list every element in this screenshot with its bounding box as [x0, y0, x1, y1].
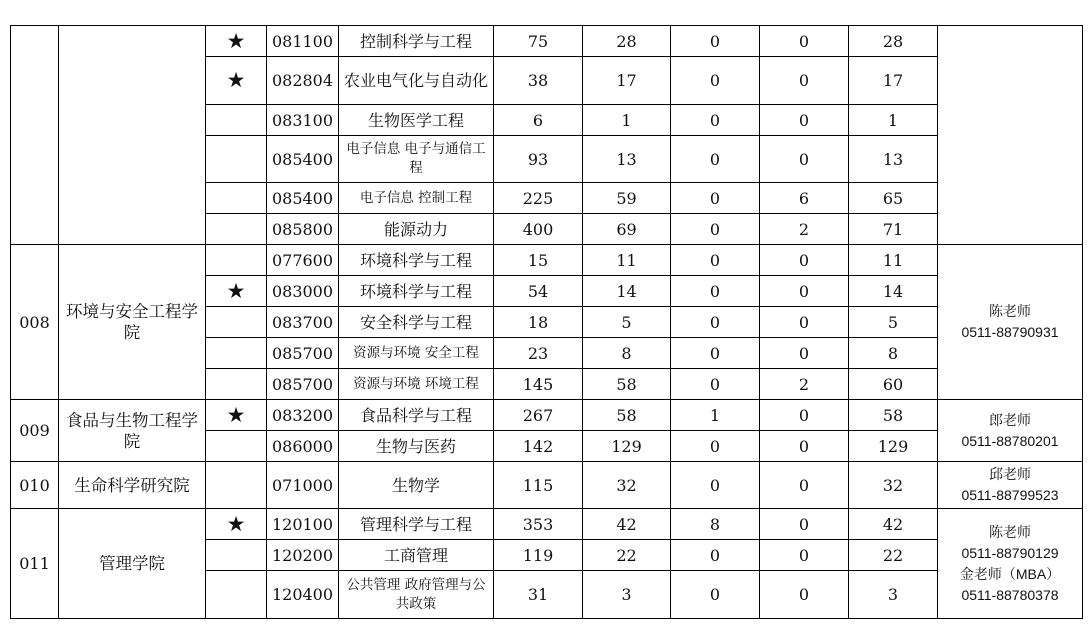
school-name: 环境与安全工程学院 — [59, 245, 206, 400]
value-cell: 22 — [583, 540, 671, 571]
value-cell: 119 — [494, 540, 583, 571]
value-cell: 3 — [849, 571, 938, 619]
major-name: 生物学 — [339, 462, 494, 509]
value-cell: 0 — [760, 431, 849, 462]
contact-name: 邱老师 — [989, 466, 1031, 482]
major-code: 077600 — [267, 245, 339, 276]
value-cell: 17 — [849, 57, 938, 105]
value-cell: 2 — [760, 369, 849, 400]
value-cell: 54 — [494, 276, 583, 307]
major-name: 生物与医药 — [339, 431, 494, 462]
table-row — [11, 400, 1083, 431]
table-row — [11, 509, 1083, 540]
major-code: 083100 — [267, 105, 339, 136]
school-no: 008 — [11, 245, 59, 400]
school-no: 009 — [11, 400, 59, 462]
value-cell: 8 — [671, 509, 760, 540]
value-cell: 42 — [583, 509, 671, 540]
value-cell: 58 — [583, 369, 671, 400]
major-name: 安全科学与工程 — [339, 307, 494, 338]
major-name: 管理科学与工程 — [339, 509, 494, 540]
major-code: 085800 — [267, 214, 339, 245]
value-cell: 31 — [494, 571, 583, 619]
value-cell: 8 — [583, 338, 671, 369]
value-cell: 0 — [760, 509, 849, 540]
value-cell: 15 — [494, 245, 583, 276]
value-cell: 11 — [849, 245, 938, 276]
value-cell: 0 — [671, 369, 760, 400]
star-icon — [206, 183, 267, 214]
value-cell: 69 — [583, 214, 671, 245]
value-cell: 0 — [671, 183, 760, 214]
major-name: 公共管理 政府管理与公共政策 — [339, 571, 494, 619]
value-cell: 0 — [760, 462, 849, 509]
value-cell: 129 — [849, 431, 938, 462]
star-icon: ★ — [206, 400, 267, 431]
star-icon — [206, 431, 267, 462]
value-cell: 0 — [760, 400, 849, 431]
star-icon — [206, 136, 267, 183]
value-cell: 0 — [760, 276, 849, 307]
star-icon — [206, 571, 267, 619]
value-cell: 32 — [849, 462, 938, 509]
star-icon: ★ — [206, 57, 267, 105]
table-row — [11, 26, 1083, 57]
major-code: 083700 — [267, 307, 339, 338]
table-row — [11, 462, 1083, 509]
value-cell: 5 — [849, 307, 938, 338]
contact-phone: 0511-88790931 — [961, 324, 1059, 340]
major-code: 085400 — [267, 136, 339, 183]
value-cell: 0 — [671, 57, 760, 105]
value-cell: 28 — [583, 26, 671, 57]
school-no-cell — [11, 26, 59, 245]
contact-phone: 0511-88799523 — [961, 487, 1059, 503]
major-name: 环境科学与工程 — [339, 245, 494, 276]
contact-name: 郎老师 — [989, 411, 1031, 428]
major-code: 083000 — [267, 276, 339, 307]
value-cell: 0 — [760, 105, 849, 136]
value-cell: 0 — [760, 338, 849, 369]
value-cell: 38 — [494, 57, 583, 105]
value-cell: 13 — [583, 136, 671, 183]
value-cell: 0 — [760, 57, 849, 105]
major-name: 食品科学与工程 — [339, 400, 494, 431]
value-cell: 1 — [583, 105, 671, 136]
major-code: 071000 — [267, 462, 339, 509]
value-cell: 13 — [849, 136, 938, 183]
value-cell: 2 — [760, 214, 849, 245]
value-cell: 60 — [849, 369, 938, 400]
value-cell: 0 — [671, 276, 760, 307]
value-cell: 32 — [583, 462, 671, 509]
star-icon — [206, 245, 267, 276]
contact-cell — [938, 400, 1083, 462]
major-name: 农业电气化与自动化 — [339, 57, 494, 105]
star-icon: ★ — [206, 276, 267, 307]
school-no: 011 — [11, 509, 59, 619]
value-cell: 0 — [671, 307, 760, 338]
value-cell: 0 — [671, 540, 760, 571]
contact-phone: 0511-88780378 — [961, 586, 1059, 603]
star-icon — [206, 105, 267, 136]
major-code: 083200 — [267, 400, 339, 431]
value-cell: 71 — [849, 214, 938, 245]
star-icon — [206, 462, 267, 509]
major-name: 能源动力 — [339, 214, 494, 245]
table-row — [11, 245, 1083, 276]
value-cell: 6 — [494, 105, 583, 136]
value-cell: 0 — [671, 571, 760, 619]
admissions-table — [10, 25, 1083, 619]
value-cell: 0 — [671, 105, 760, 136]
school-name: 食品与生物工程学院 — [59, 400, 206, 462]
value-cell: 11 — [583, 245, 671, 276]
value-cell: 8 — [849, 338, 938, 369]
major-name: 资源与环境 环境工程 — [339, 369, 494, 400]
major-name: 控制科学与工程 — [339, 26, 494, 57]
contact-cell — [938, 462, 1083, 509]
major-name: 电子信息 电子与通信工程 — [339, 136, 494, 183]
major-code: 086000 — [267, 431, 339, 462]
major-name: 资源与环境 安全工程 — [339, 338, 494, 369]
value-cell: 14 — [583, 276, 671, 307]
value-cell: 267 — [494, 400, 583, 431]
value-cell: 3 — [583, 571, 671, 619]
value-cell: 0 — [760, 307, 849, 338]
value-cell: 18 — [494, 307, 583, 338]
contact-name: 陈老师 — [989, 523, 1031, 540]
value-cell: 0 — [671, 431, 760, 462]
value-cell: 17 — [583, 57, 671, 105]
major-name: 工商管理 — [339, 540, 494, 571]
value-cell: 22 — [849, 540, 938, 571]
star-icon: ★ — [206, 509, 267, 540]
major-name: 电子信息 控制工程 — [339, 183, 494, 214]
value-cell: 0 — [760, 540, 849, 571]
major-code: 120400 — [267, 571, 339, 619]
value-cell: 0 — [671, 245, 760, 276]
value-cell: 65 — [849, 183, 938, 214]
star-icon — [206, 540, 267, 571]
contact-name: 陈老师 — [989, 303, 1031, 319]
value-cell: 58 — [849, 400, 938, 431]
major-code: 085700 — [267, 369, 339, 400]
contact-cell — [938, 509, 1083, 619]
value-cell: 1 — [671, 400, 760, 431]
school-name: 生命科学研究院 — [59, 462, 206, 509]
value-cell: 353 — [494, 509, 583, 540]
value-cell: 0 — [760, 245, 849, 276]
major-name: 环境科学与工程 — [339, 276, 494, 307]
value-cell: 59 — [583, 183, 671, 214]
value-cell: 0 — [671, 338, 760, 369]
star-icon — [206, 369, 267, 400]
value-cell: 0 — [671, 26, 760, 57]
value-cell: 145 — [494, 369, 583, 400]
star-icon — [206, 307, 267, 338]
major-code: 120200 — [267, 540, 339, 571]
major-name: 生物医学工程 — [339, 105, 494, 136]
value-cell: 400 — [494, 214, 583, 245]
contact-cell — [938, 26, 1083, 245]
star-icon — [206, 214, 267, 245]
school-name-cell — [59, 26, 206, 245]
value-cell: 0 — [760, 26, 849, 57]
school-name: 管理学院 — [59, 509, 206, 619]
value-cell: 115 — [494, 462, 583, 509]
value-cell: 6 — [760, 183, 849, 214]
value-cell: 5 — [583, 307, 671, 338]
value-cell: 28 — [849, 26, 938, 57]
value-cell: 23 — [494, 338, 583, 369]
value-cell: 75 — [494, 26, 583, 57]
value-cell: 129 — [583, 431, 671, 462]
value-cell: 142 — [494, 431, 583, 462]
major-code: 085700 — [267, 338, 339, 369]
value-cell: 225 — [494, 183, 583, 214]
major-code: 081100 — [267, 26, 339, 57]
value-cell: 0 — [671, 214, 760, 245]
value-cell: 0 — [760, 136, 849, 183]
major-code: 082804 — [267, 57, 339, 105]
contact-phone: 0511-88780201 — [961, 432, 1059, 449]
value-cell: 42 — [849, 509, 938, 540]
star-icon: ★ — [206, 26, 267, 57]
contact-cell — [938, 245, 1083, 400]
value-cell: 0 — [671, 136, 760, 183]
value-cell: 0 — [671, 462, 760, 509]
star-icon — [206, 338, 267, 369]
major-code: 120100 — [267, 509, 339, 540]
value-cell: 14 — [849, 276, 938, 307]
value-cell: 58 — [583, 400, 671, 431]
value-cell: 1 — [849, 105, 938, 136]
contact-phone: 0511-88790129 — [961, 544, 1059, 561]
value-cell: 93 — [494, 136, 583, 183]
major-code: 085400 — [267, 183, 339, 214]
value-cell: 0 — [760, 571, 849, 619]
contact-name: 金老师（MBA） — [959, 565, 1061, 582]
school-no: 010 — [11, 462, 59, 509]
